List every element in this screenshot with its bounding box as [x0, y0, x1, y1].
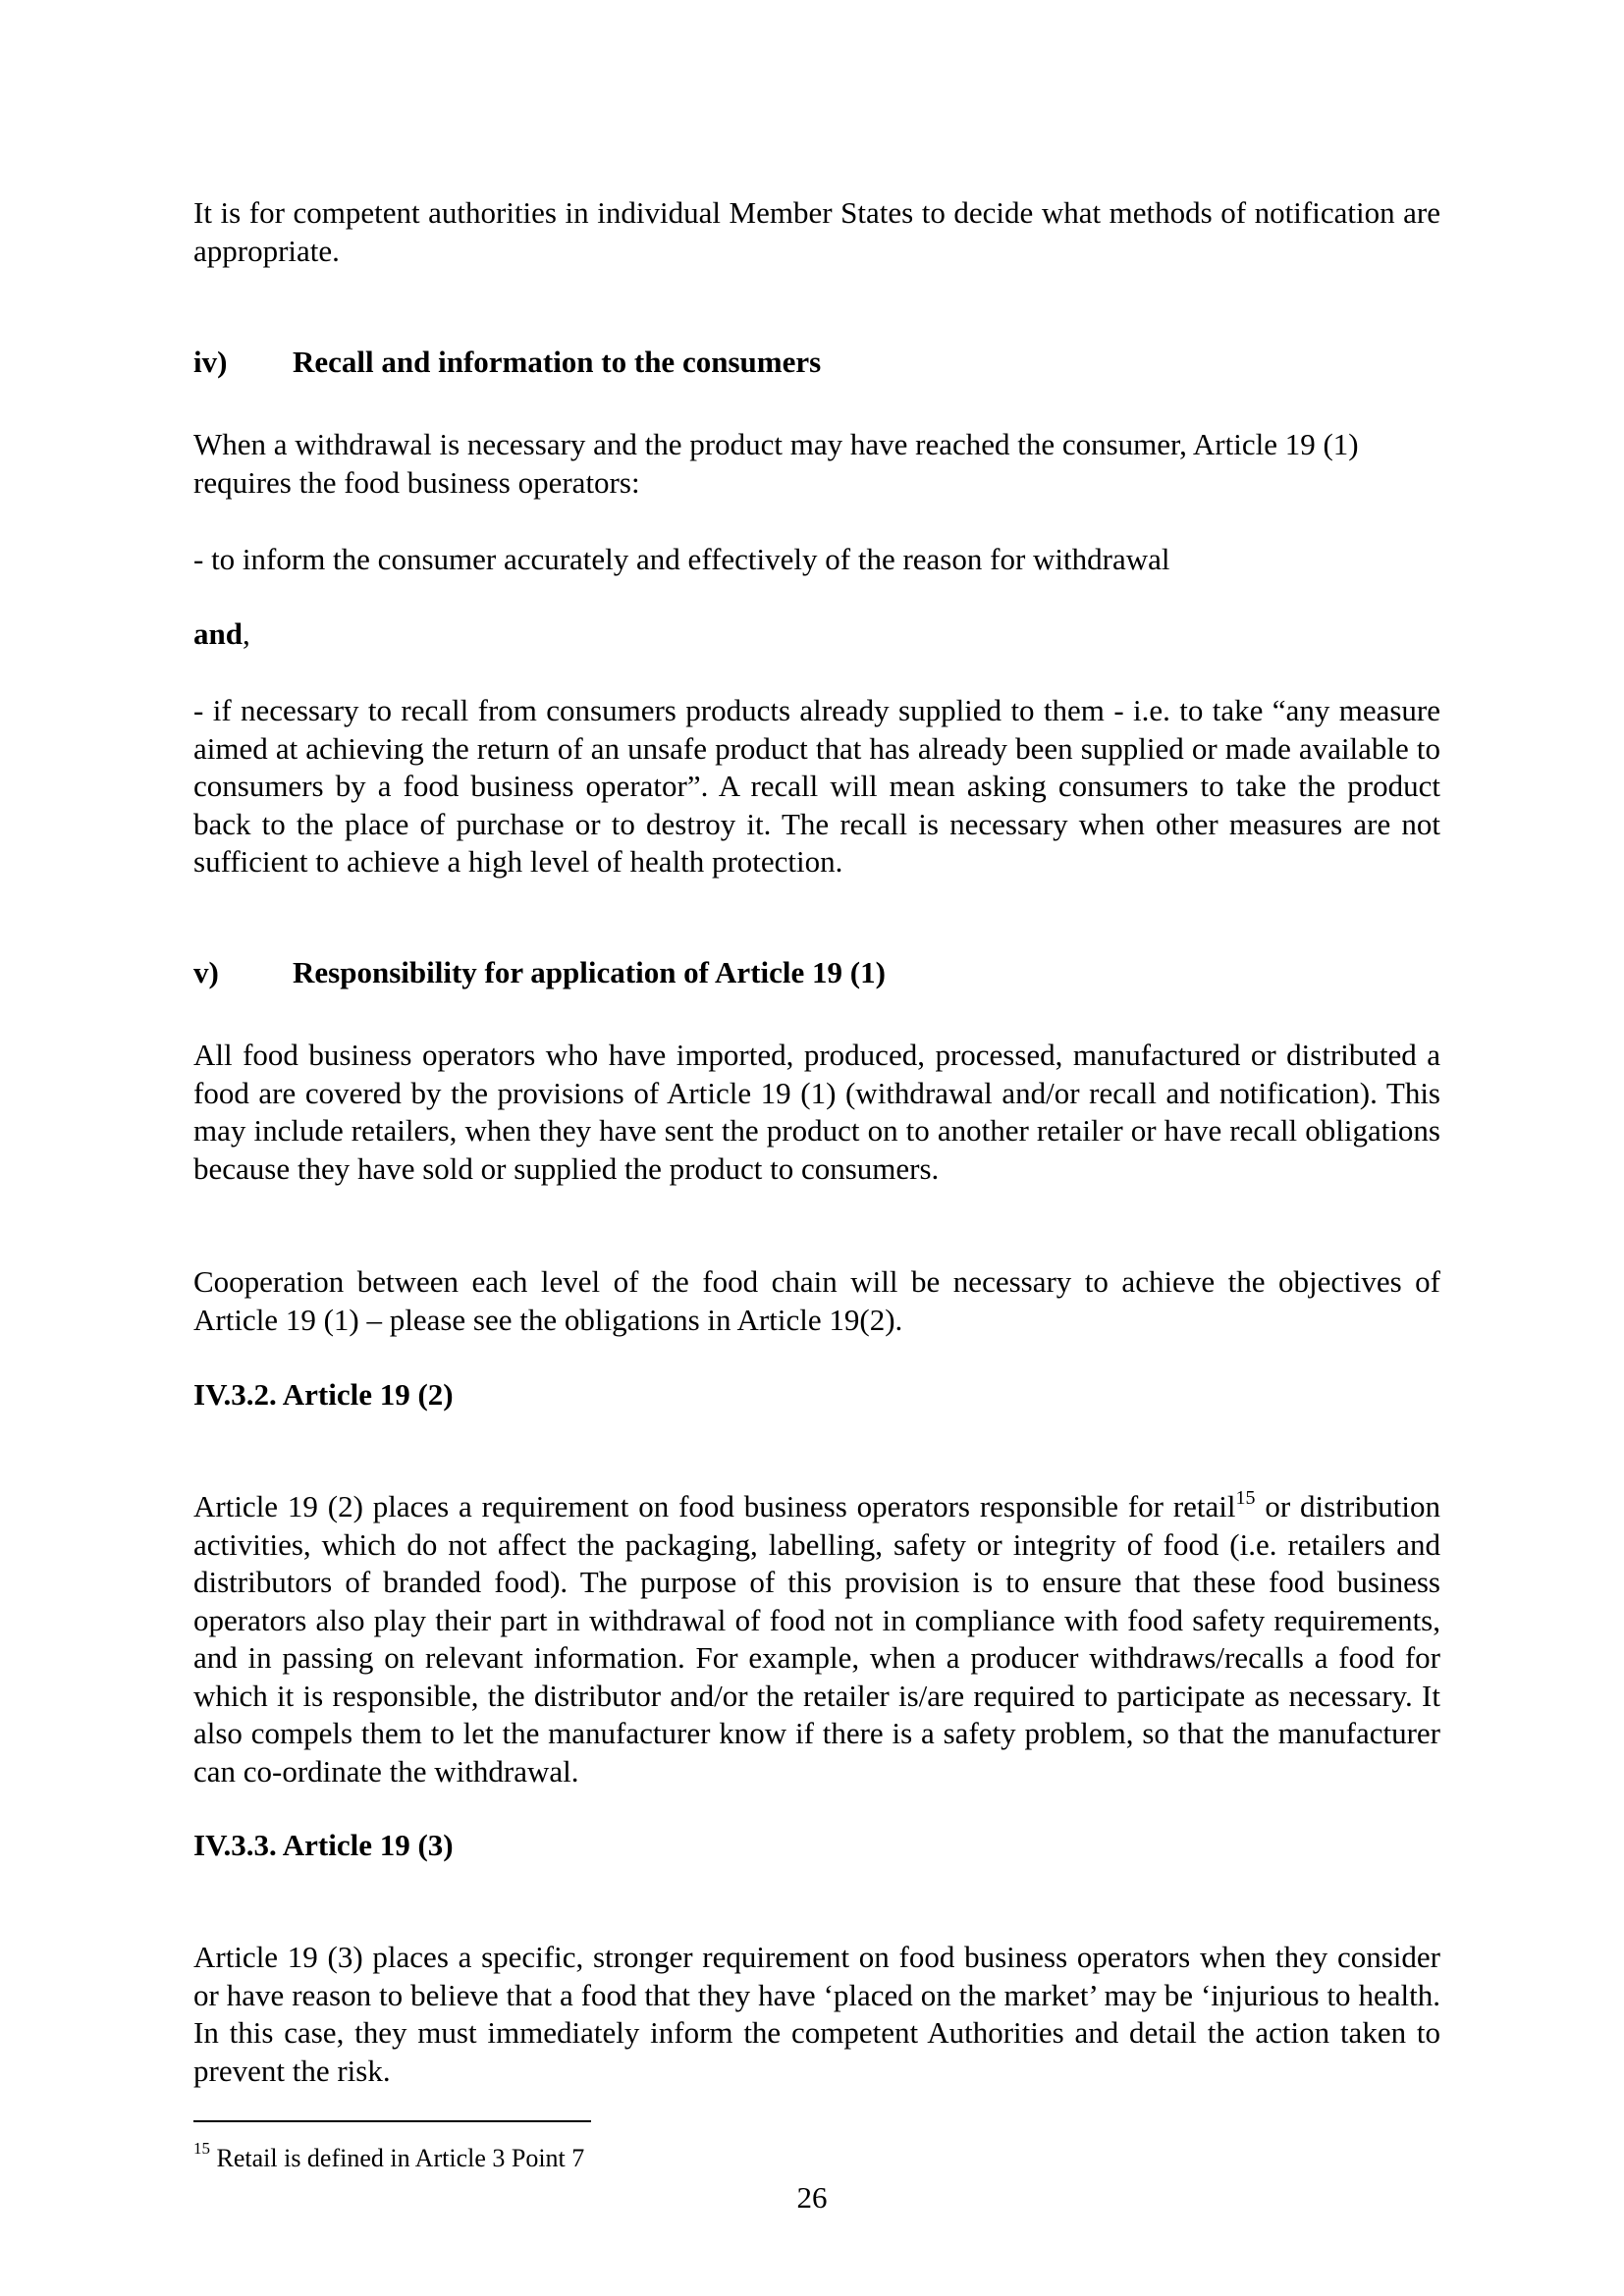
and-word: and	[193, 616, 243, 651]
paragraph-article-19-2	[193, 1488, 1440, 1790]
heading-recall-information	[193, 344, 1440, 382]
paragraph-and	[193, 615, 1440, 654]
paragraph-inform-consumer: - to inform the consumer accurately and effectively of the reason for withdrawal	[193, 542, 1170, 576]
footnote-divider	[193, 2120, 591, 2122]
heading-text: Responsibility for application of Article 19 (1)	[293, 955, 886, 989]
paragraph-cooperation: Cooperation between each level of the food chain will be necessary to achieve the objectives of Article 19 (1) – please see the obligations in Article 19(2).	[193, 1264, 1440, 1337]
paragraph-recall-consumers: - if necessary to recall from consumers products already supplied to them - i.e. to take “any measure aimed at achieving the return of an unsafe product that has already been supplied or made available to consumers by a food business operator”. A recall will mean asking consumers to take the product back to the place of purchase or to destroy it. The recall is necessary when other measures are not sufficient to achieve a high level of health protection.	[193, 693, 1440, 879]
heading-text: Recall and information to the consumers	[293, 345, 822, 379]
footnote	[193, 2139, 585, 2174]
paragraph-all-operators: All food business operators who have imported, produced, processed, manufactured or distributed a food are covered by the provisions of Article 19 (1) (withdrawal and/or recall and notification). This may include retailers, when they have sent the product on to another retailer or have recall obligations because they have sold or supplied the product to consumers.	[193, 1038, 1440, 1186]
heading-number: v)	[193, 955, 219, 989]
paragraph-notification-methods: It is for competent authorities in individual Member States to decide what methods of notification are appropriate.	[193, 195, 1440, 268]
heading-responsibility	[193, 954, 1440, 992]
paragraph-withdrawal-necessary: When a withdrawal is necessary and the product may have reached the consumer, Article 19 (1) requires the food business operators:	[193, 427, 1359, 500]
paragraph-article-19-3: Article 19 (3) places a specific, stronger requirement on food business operators when they consider or have reason to believe that a food that they have ‘placed on the market’ may be ‘injurious to health. In this case, they must immediately inform the competent Authorities and detail the action taken to prevent the risk.	[193, 1940, 1440, 2088]
heading-number: iv)	[193, 345, 228, 379]
footnote-text: Retail is defined in Article 3 Point 7	[210, 2144, 585, 2172]
article-19-2-text-start: Article 19 (2) places a requirement on food business operators responsible for retail	[193, 1489, 1236, 1523]
page-number: 26	[796, 2180, 828, 2215]
article-19-2-text-end: or distribution activities, which do not affect the packaging, labelling, safety or integrity of food (i.e. retailers and distributors of branded food). The purpose of this provision is to ensure that these food business operators also play their part in withdrawal of food not in compliance with food safety requirements, and in passing on relevant information. For example, when a producer withdraws/recalls a food for which it is responsible, the distributor and/or the retailer is/are required to participate as necessary. It also compels them to let the manufacturer know if there is a safety problem, so that the manufacturer can co-ordinate the withdrawal.	[193, 1489, 1440, 1789]
heading-article-19-3: IV.3.3. Article 19 (3)	[193, 1828, 454, 1862]
heading-article-19-2: IV.3.2. Article 19 (2)	[193, 1377, 454, 1412]
and-comma: ,	[242, 616, 250, 651]
footnote-reference: 15	[1235, 1486, 1256, 1509]
footnote-number: 15	[193, 2139, 210, 2159]
